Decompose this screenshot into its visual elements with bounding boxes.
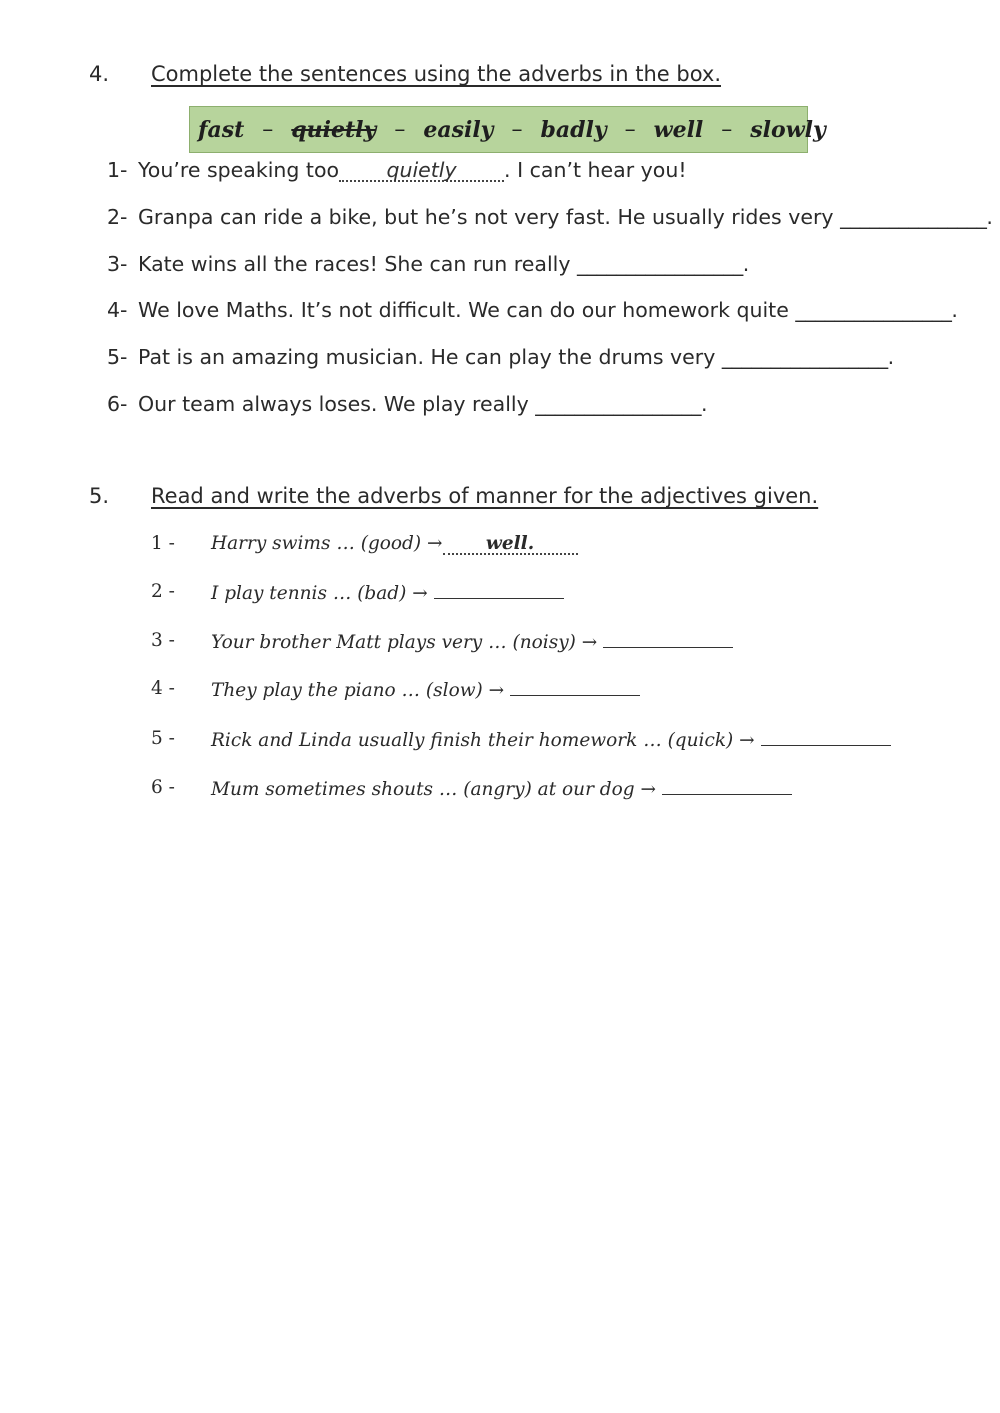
ex4-sentence	[107, 392, 707, 416]
answer-blank[interactable]: _________________.	[535, 392, 708, 416]
arrow-icon: →	[640, 779, 657, 800]
word-well: well	[653, 116, 704, 143]
word-separator: –	[511, 117, 523, 142]
sentence-number: 3 -	[151, 630, 175, 651]
answer-line[interactable]	[434, 581, 564, 599]
answer-line[interactable]	[603, 630, 733, 648]
sentence-text: They play the piano … (slow)	[211, 680, 483, 701]
sentence-text: Pat is an amazing musician. He can play the drums very	[138, 345, 716, 369]
sentence-number: 6 -	[151, 777, 175, 798]
adverb-word-box	[189, 106, 826, 153]
ex5-sentence	[151, 533, 951, 559]
answer-line[interactable]	[761, 728, 891, 746]
sentence-text: We love Maths. It’s not difficult. We can do our homework quite	[138, 298, 789, 322]
answer-field[interactable]	[443, 534, 578, 555]
sentence-text: Mum sometimes shouts … (angry) at our dog	[211, 779, 635, 800]
arrow-icon: →	[488, 680, 505, 701]
word-separator: –	[721, 117, 733, 142]
arrow-icon: →	[427, 533, 443, 554]
word-separator: –	[624, 117, 636, 142]
sentence-text: You’re speaking too	[138, 158, 340, 182]
ex5-sentence	[151, 581, 951, 607]
answer-field[interactable]: quietly	[339, 161, 504, 182]
answer-blank[interactable]: _________________.	[721, 345, 894, 369]
word-slowly: slowly	[750, 116, 826, 143]
sentence-text: Rick and Linda usually finish their homework … (quick)	[211, 730, 734, 751]
word-separator: –	[262, 117, 274, 142]
ex4-sentence	[107, 158, 687, 182]
exercise-4-number: 4.	[89, 62, 110, 86]
answer-text: well	[485, 533, 528, 554]
sentence-text: Our team always loses. We play really	[138, 392, 529, 416]
sentence-number: 2-	[107, 205, 128, 229]
answer-period: .	[527, 533, 535, 554]
sentence-text: Granpa can ride a bike, but he’s not very fast. He usually rides very	[138, 205, 834, 229]
arrow-icon: →	[739, 730, 755, 751]
word-fast: fast	[198, 116, 245, 143]
answer-blank[interactable]: ________________.	[795, 298, 958, 322]
exercise-4-title: Complete the sentences using the adverbs in the box.	[151, 62, 721, 86]
sentence-number: 1-	[107, 158, 128, 182]
sentence-number: 3-	[107, 252, 128, 276]
sentence-text: Kate wins all the races! She can run really	[138, 252, 571, 276]
ex5-sentence	[151, 678, 951, 704]
sentence-text-end: . I can’t hear you!	[504, 158, 687, 182]
ex4-sentence	[107, 345, 894, 369]
sentence-number: 5 -	[151, 728, 175, 749]
answer-blank[interactable]: _________________.	[577, 252, 749, 276]
sentence-number: 4-	[107, 298, 128, 322]
arrow-icon: →	[412, 583, 428, 604]
ex4-sentence	[107, 205, 992, 229]
sentence-number: 6-	[107, 392, 128, 416]
exercise-5-title: Read and write the adverbs of manner for the adjectives given.	[151, 484, 819, 508]
sentence-number: 4 -	[151, 678, 175, 699]
exercise-5-number: 5.	[89, 484, 110, 508]
sentence-number: 5-	[107, 345, 128, 369]
word-easily: easily	[423, 116, 494, 143]
answer-blank[interactable]: _______________.	[840, 205, 993, 229]
sentence-text: Your brother Matt plays very … (noisy)	[211, 632, 576, 653]
sentence-number: 1 -	[151, 533, 175, 554]
sentence-text: Harry swims … (good)	[211, 533, 422, 554]
word-quietly-used: quietly	[291, 116, 377, 143]
sentence-text: I play tennis … (bad)	[211, 583, 407, 604]
word-badly: badly	[540, 116, 607, 143]
ex4-sentence	[107, 298, 957, 322]
answer-line[interactable]	[510, 678, 640, 696]
word-separator: –	[394, 117, 406, 142]
ex5-sentence	[151, 630, 951, 656]
answer-line[interactable]	[662, 777, 792, 795]
ex4-sentence	[107, 252, 749, 276]
sentence-number: 2 -	[151, 581, 175, 602]
ex5-sentence	[151, 728, 951, 754]
arrow-icon: →	[581, 632, 598, 653]
ex5-sentence	[151, 777, 951, 803]
